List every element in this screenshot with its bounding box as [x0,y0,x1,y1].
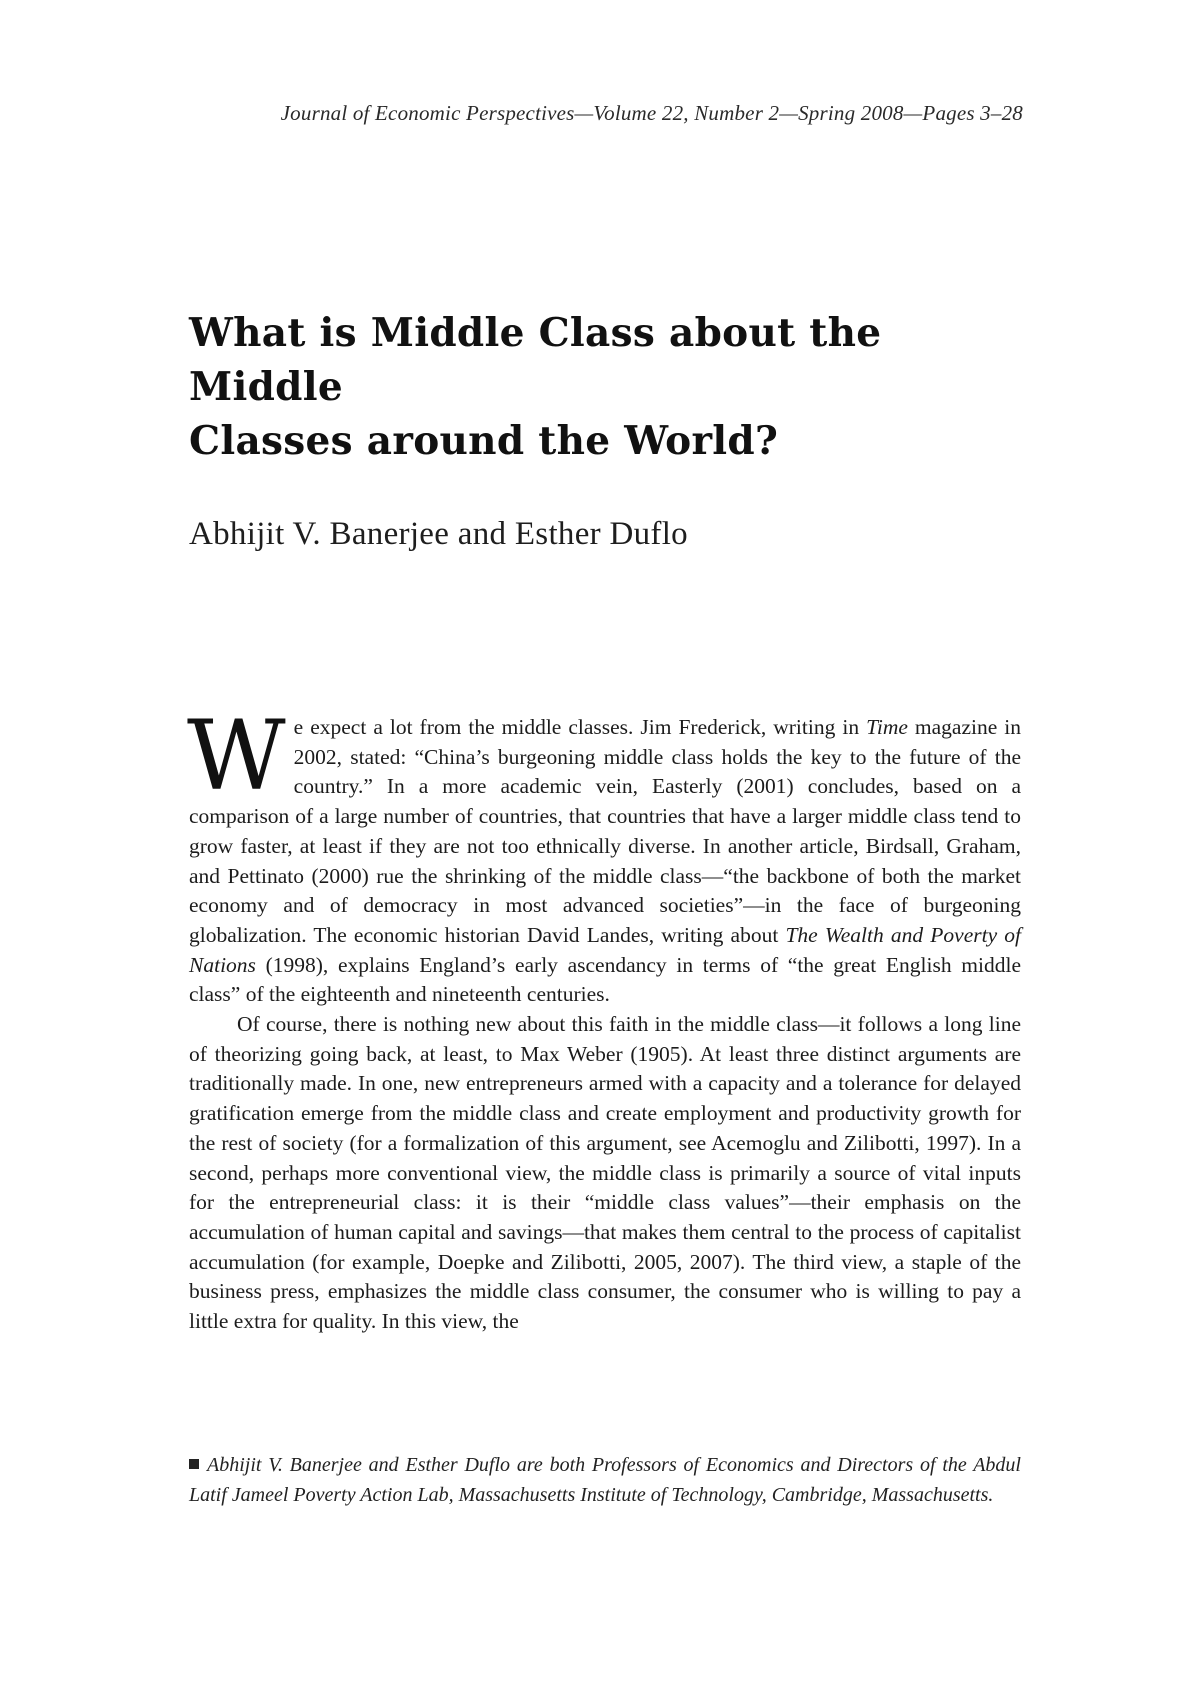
body-paragraph-2: Of course, there is nothing new about this faith in the middle class—it follows a long line of theorizing going back, at least, to Max Weber (1905). At least three distinct arguments are traditionally made. In one, new entrepreneurs armed with a capacity and a tolerance for delayed gratification emerge from the middle class and create employment and productivity growth for the rest of society (for a formalization of this argument, see Acemoglu and Zilibotti, 1997). In a second, perhaps more conventional view, the middle class is primarily a source of vital inputs for the entrepreneurial class: it is their “middle class values”—their emphasis on the accumulation of human capital and savings—that makes them central to the process of capitalist accumulation (for example, Doepke and Zilibotti, 2005, 2007). The third view, a staple of the business press, emphasizes the middle class consumer, the consumer who is willing to pay a little extra for quality. In this view, the [189,1012,1021,1334]
title-line-1: What is Middle Class about the Middle [189,310,882,410]
paragraph-1-part-1: e expect a lot from the middle classes. Jim Frederick, writing in [293,715,867,739]
paragraph-1-part-3: (1998), explains England’s early ascendancy in terms of “the great English middle class” of the eighteenth and nineteenth centuries. [189,952,1021,1007]
author-footnote [189,1450,1021,1510]
article-body [187,700,1021,1337]
title-line-2: Classes around the World? [189,418,779,464]
body-paragraph-1 [187,700,1021,1010]
article-title [189,306,1049,468]
article-authors: Abhijit V. Banerjee and Esther Duflo [189,516,688,552]
footnote-text: Abhijit V. Banerjee and Esther Duflo are both Professors of Economics and Directors of the Abdul Latif Jameel Poverty Action Lab, Massachusetts Institute of Technology, Cambridge, Massachusetts. [189,1454,1021,1506]
paragraph-1-time-italic: Time [866,715,908,739]
drop-cap: W [187,700,286,812]
paragraph-1-book-italic: The Wealth and Poverty of Nations [189,922,1021,977]
paragraph-1-part-2: magazine in 2002, stated: “China’s burgeoning middle class holds the key to the future of the country.” In a more academic vein, Easterly (2001) concludes, based on a comparison of a large number of countries, that countries that have a larger middle class tend to grow faster, at least if they are not too ethnically diverse. In another article, Birdsall, Graham, and Pettinato (2000) rue the shrinking of the middle class—“the backbone of both the market economy and of democracy in most advanced societies”—in the face of burgeoning globalization. The economic historian David Landes, writing about [189,715,1021,947]
footnote-square-bullet-icon [189,1459,199,1469]
running-head: Journal of Economic Perspectives—Volume 22, Number 2—Spring 2008—Pages 3–28 [280,101,1023,125]
